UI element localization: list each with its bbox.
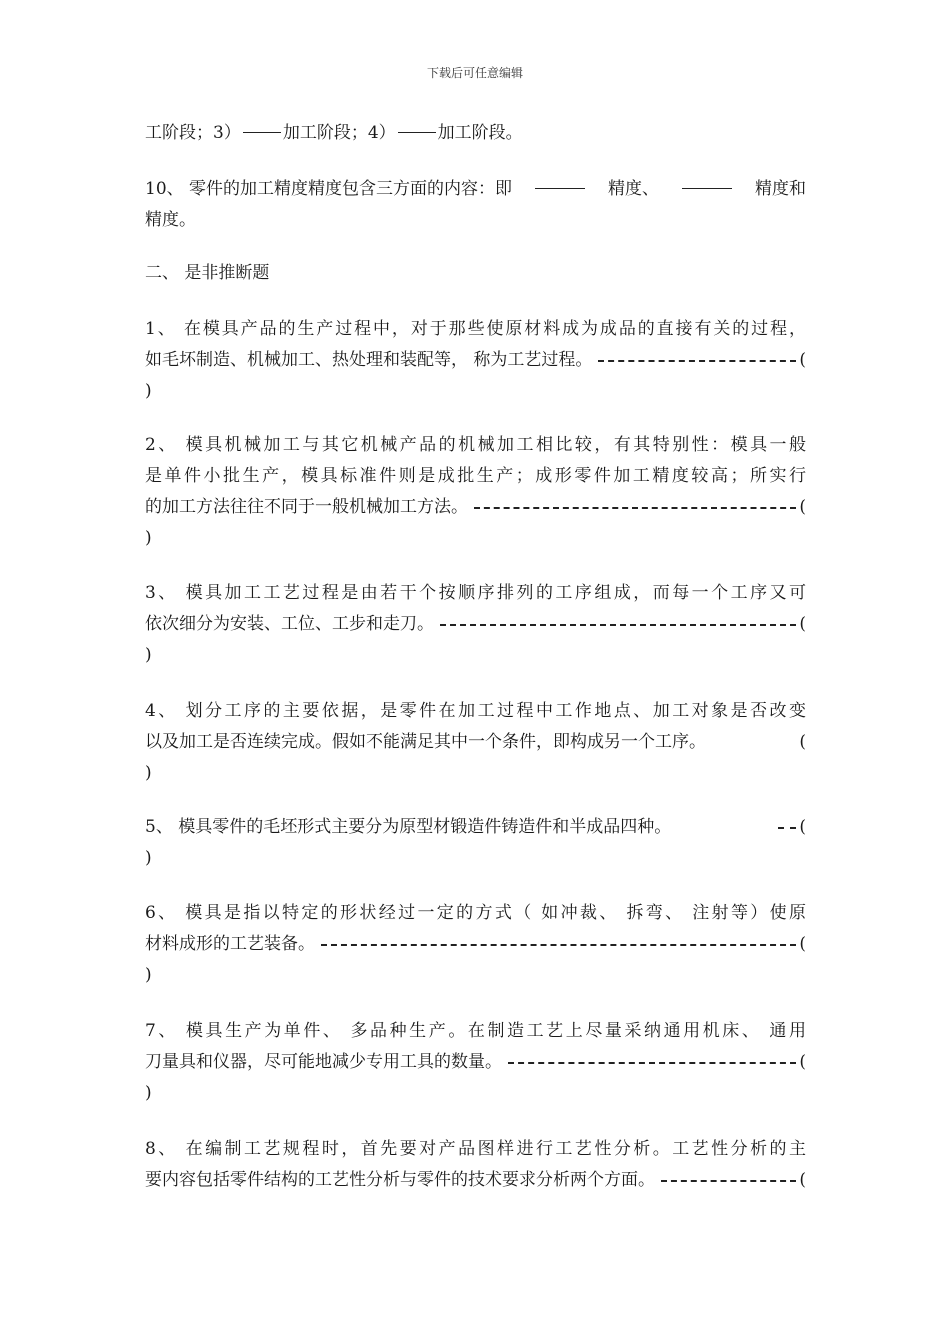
dash-leader: [661, 1165, 796, 1182]
dash-leader: [474, 492, 796, 509]
answer-paren-close: ): [145, 381, 152, 401]
answer-paren-close: ): [145, 848, 152, 868]
judgment-item-3: [145, 578, 806, 671]
answer-paren-open: (: [799, 817, 806, 837]
item-line: 依次细分为安装、工位、工步和走刀。: [145, 614, 434, 634]
item-line: 是单件小批生产，模具标准件则是成批生产；成形零件加工精度较高；所实行: [145, 466, 806, 486]
item-line: 刀量具和仪器，尽可能地减少专用工具的数量。: [145, 1052, 502, 1072]
answer-paren-close: ): [145, 1083, 152, 1103]
item-line: 的加工方法往往不同于一般机械加工方法。: [145, 497, 468, 517]
item-line: 7、 模具生产为单件、 多品种生产。在制造工艺上尽量采纳通用机床、 通用: [145, 1021, 806, 1041]
dash-leader: [440, 609, 796, 626]
answer-paren-close: ): [145, 763, 152, 783]
q10-text-3: 精度和: [754, 179, 806, 199]
answer-paren-open: (: [799, 934, 806, 954]
item-line: 要内容包括零件结构的工艺性分析与零件的技术要求分析两个方面。: [145, 1170, 655, 1190]
intro-paragraph: [145, 118, 806, 149]
item-line: 材料成形的工艺装备。: [145, 934, 315, 954]
answer-blank: [398, 118, 436, 133]
judgment-item-1: [145, 314, 806, 407]
page-header: 下载后可任意编辑: [426, 66, 523, 80]
judgment-item-4: [145, 696, 806, 789]
dash-leader: [321, 929, 796, 946]
question-10: [145, 174, 806, 236]
intro-text-3: 加工阶段。: [437, 123, 523, 143]
judgment-item-7: [145, 1016, 806, 1109]
judgment-item-8: [145, 1134, 806, 1196]
item-line: 如毛坏制造、机械加工、热处理和装配等， 称为工艺过程。: [145, 350, 593, 370]
judgment-item-6: [145, 898, 806, 991]
answer-paren-open: (: [799, 1170, 806, 1190]
answer-blank: [535, 174, 585, 189]
item-line: 8、 在编制工艺规程时，首先要对产品图样进行工艺性分析。工艺性分析的主: [145, 1139, 806, 1159]
intro-text-2: 加工阶段；4）: [282, 123, 396, 143]
answer-paren-open: (: [799, 497, 806, 517]
answer-paren-open: (: [799, 732, 806, 752]
answer-paren-open: (: [799, 1052, 806, 1072]
judgment-item-2: [145, 430, 806, 554]
dash-leader: [778, 812, 796, 829]
answer-paren-open: (: [799, 350, 806, 370]
intro-line: [145, 118, 806, 149]
answer-blank: [243, 118, 281, 133]
item-line: 4、 划分工序的主要依据，是零件在加工过程中工作地点、加工对象是否改变: [145, 701, 806, 721]
intro-text-1: 工阶段；3）: [145, 123, 241, 143]
question-10-line-1: [145, 174, 806, 205]
answer-paren-open: (: [799, 614, 806, 634]
item-line: 3、 模具加工工艺过程是由若干个按顺序排列的工序组成，而每一个工序又可: [145, 583, 806, 603]
dash-leader: [598, 345, 796, 362]
item-line: 5、 模具零件的毛坯形式主要分为原型材锻造件铸造件和半成品四种。: [145, 817, 672, 837]
item-line: 1、 在模具产品的生产过程中，对于那些使原材料成为成品的直接有关的过程，: [145, 319, 806, 339]
answer-paren-close: ): [145, 528, 152, 548]
item-line: 2、 模具机械加工与其它机械产品的机械加工相比较，有其特别性：模具一般: [145, 435, 806, 455]
section-title: 二、 是非推断题: [145, 263, 270, 283]
q10-text-2: 精度、: [608, 179, 660, 199]
judgment-item-5: [145, 812, 806, 874]
q10-text-1: 10、 零件的加工精度精度包含三方面的内容：即: [145, 179, 513, 199]
dash-leader: [508, 1047, 796, 1064]
question-10-line-2: 精度。: [145, 210, 196, 230]
answer-paren-close: ): [145, 965, 152, 985]
item-line: 6、 模具是指以特定的形状经过一定的方式（ 如冲裁、 拆弯、 注射等）使原: [145, 903, 806, 923]
item-line: 以及加工是否连续完成。假如不能满足其中一个条件，即构成另一个工序。: [145, 732, 706, 752]
answer-paren-close: ): [145, 645, 152, 665]
answer-blank: [682, 174, 732, 189]
